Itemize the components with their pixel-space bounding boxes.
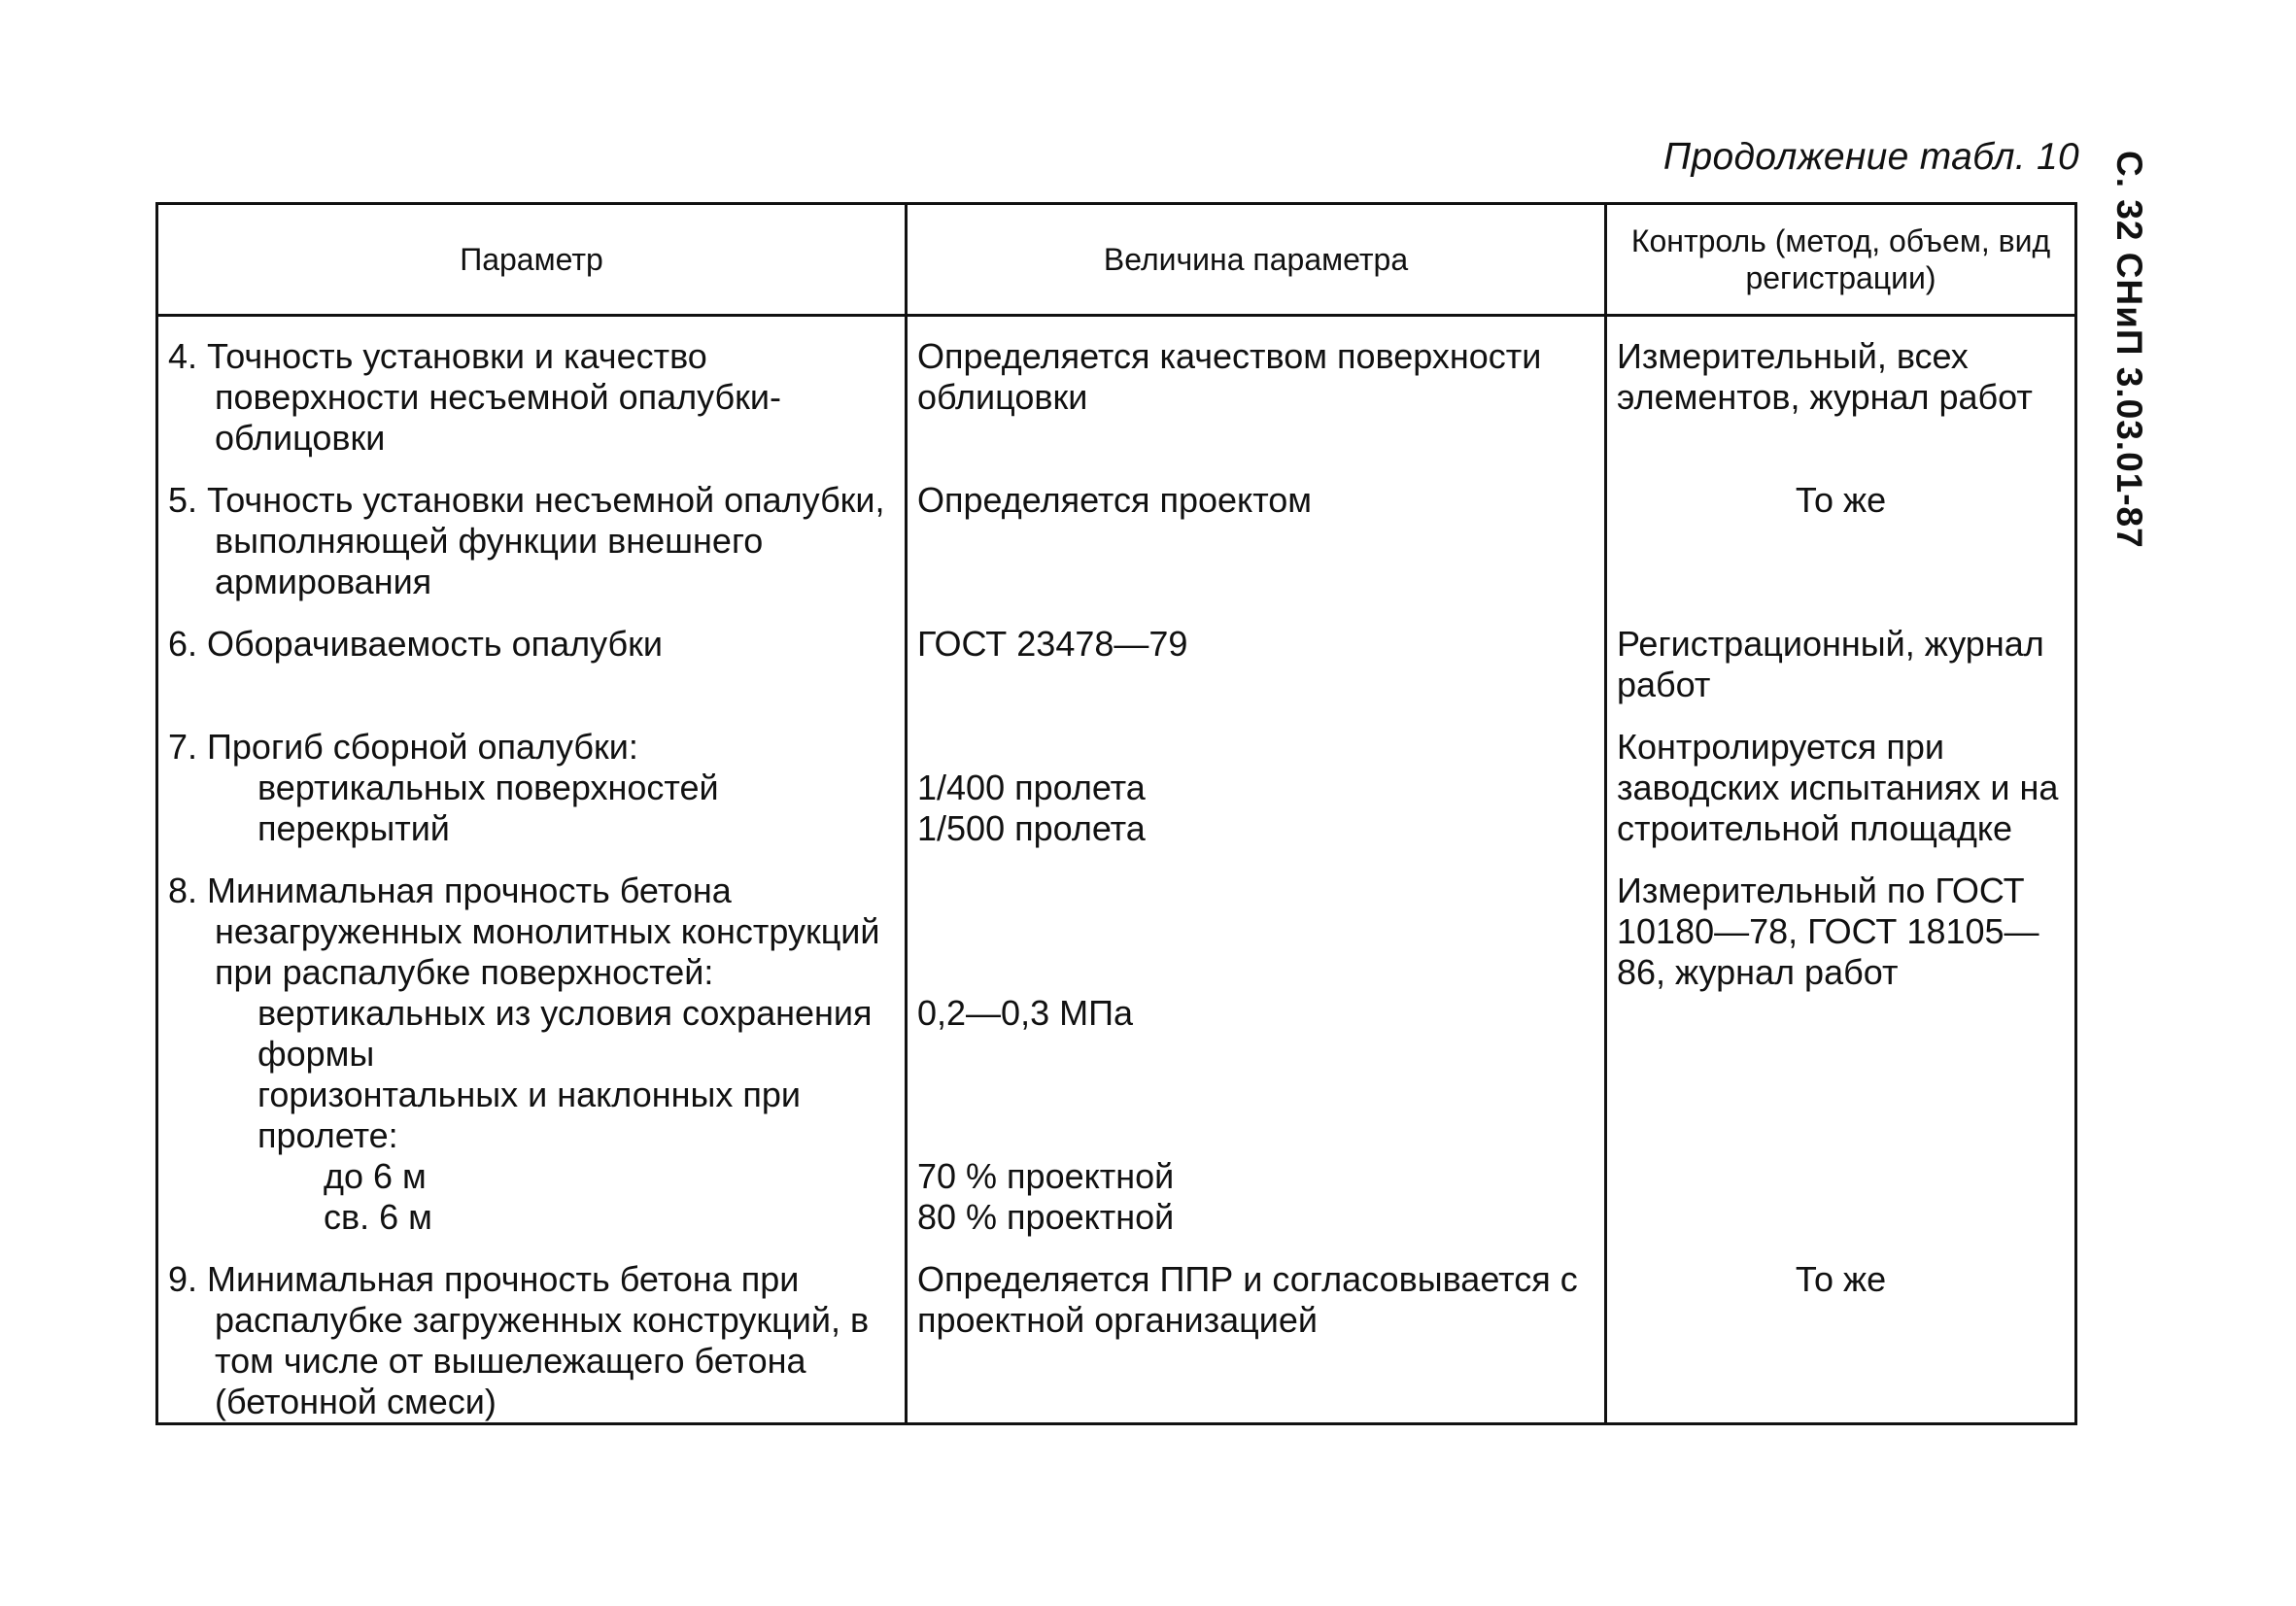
row-8-parameter [157,871,907,1259]
row-8-spacer [917,1075,1594,1115]
row-8-spacer [917,1034,1594,1075]
table-row [157,1259,2076,1424]
table-row [157,316,2076,481]
table-caption: Продолжение табл. 10 [1662,136,2079,178]
row-6-parameter [157,624,907,727]
row-7-sub-value: 1/500 пролета [917,808,1146,848]
row-5-parameter [157,480,907,624]
row-8-spacer [917,911,1594,952]
row-6-parameter-text: 6. Оборачиваемость опалубки [168,624,663,664]
row-4-parameter [157,316,907,481]
row-8-control: Измерительный по ГОСТ 10180—78, ГОСТ 18105—86, журнал работ [1606,871,2076,1259]
row-7-control: Контролируется при заводских испытаниях и на строительной площадке [1606,727,2076,871]
row-4-value: Определяется качеством поверхности облицовки [907,316,1606,481]
row-8-parameter-text: 8. Минимальная прочность бетона незагруженных монолитных конструкций при распалубке поверхностей: [168,871,880,992]
row-9-value: Определяется ППР и согласовывается с проектной организацией [907,1259,1606,1424]
header-control: Контроль (метод, объем, вид регистрации) [1606,204,2076,316]
header-parameter: Параметр [157,204,907,316]
row-7-sub-parameter: вертикальных поверхностей [257,768,719,807]
row-7-parameter [157,727,907,871]
row-6-control: Регистрационный, журнал работ [1606,624,2076,727]
row-7-sub-value: 1/400 пролета [917,768,1146,807]
row-8-sub-b-value: 70 % проектной [917,1156,1175,1196]
row-7-parameter-text: 7. Прогиб сборной опалубки: [168,727,638,767]
row-7-spacer [917,727,1594,768]
row-5-value: Определяется проектом [907,480,1606,624]
row-7-value [907,727,1606,871]
row-8-sub-b-item: св. 6 м [324,1197,432,1237]
header-value: Величина параметра [907,204,1606,316]
row-4-control: Измерительный, всех элементов, журнал работ [1606,316,2076,481]
row-4-parameter-text: 4. Точность установки и качество поверхности несъемной опалубки-облицовки [168,336,781,458]
row-8-sub-a: вертикальных из условия сохранения формы [257,993,873,1074]
parameters-table [155,202,2077,1425]
table-row [157,871,2076,1259]
row-8-sub-a-value: 0,2—0,3 МПа [917,993,1133,1033]
row-5-parameter-text: 5. Точность установки несъемной опалубки, выполняющей функции внешнего армирования [168,480,885,601]
row-7-sub-parameter: перекрытий [257,808,450,848]
table-row [157,480,2076,624]
row-6-value: ГОСТ 23478—79 [907,624,1606,727]
row-9-parameter [157,1259,907,1424]
row-8-spacer [917,952,1594,993]
row-9-control: То же [1606,1259,2076,1424]
table-row [157,727,2076,871]
page-running-header [2099,151,2157,617]
table-row [157,624,2076,727]
row-9-parameter-text: 9. Минимальная прочность бетона при распалубке загруженных конструкций, в том числе от вышележащего бетона (бетонной смеси) [168,1259,870,1421]
row-8-spacer [917,871,1594,911]
row-8-sub-b-item: до 6 м [324,1156,427,1196]
row-8-spacer [917,1115,1594,1156]
page-running-header-text: С. 32 СНиП 3.03.01-87 [2109,151,2149,549]
row-8-value [907,871,1606,1259]
row-5-control: То же [1606,480,2076,624]
row-8-sub-b: горизонтальных и наклонных при пролете: [257,1075,801,1155]
row-8-sub-b-value: 80 % проектной [917,1197,1175,1237]
table-header-row [157,204,2076,316]
